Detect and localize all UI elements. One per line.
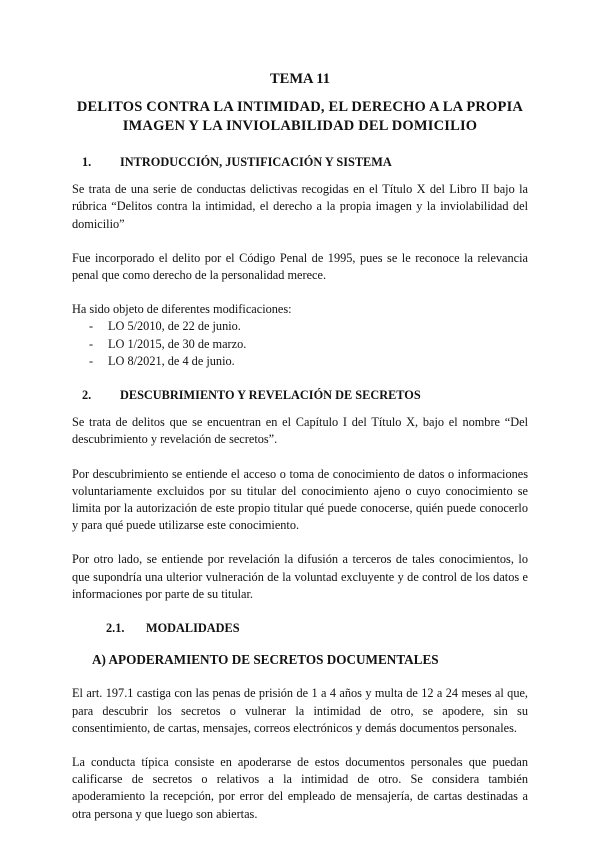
list-marker: - — [89, 336, 94, 351]
subsection-number: 2.1. — [106, 621, 125, 636]
paragraph: El art. 197.1 castiga con las penas de prisión de 1 a 4 años y multa de 12 a 24 meses al que, para descubrir los secretos o vulnerar la intimidad de otro, se apodere, sin su consentimiento, de cartas, mensajes, correos electrónicos y demás documentos personales. — [72, 686, 528, 735]
subsection-title: MODALIDADES — [146, 621, 240, 636]
paragraph: Por descubrimiento se entiende el acceso o toma de conocimiento de datos o informaciones voluntariamente excluidos por su titular del conocimiento ajeno o cuyo conocimiento se limita por la autorización de este propio titular qué puede conocerse, quién puede conocerlo y para qué puede utilizarse este conocimiento. — [72, 466, 528, 533]
paragraph: Por otro lado, se entiende por revelación la difusión a terceros de tales conocimientos, lo que supondría una ulterior vulneración de la voluntad excluyente y de control de los datos e informaciones por parte de su titular. — [72, 552, 528, 601]
paragraph: Se trata de una serie de conductas delictivas recogidas en el Título X del Libro II bajo la rúbrica “Delitos contra la intimidad, el derecho a la propia imagen y la inviolabilidad del domicilio” — [72, 182, 528, 231]
paragraph: Fue incorporado el delito por el Código Penal de 1995, pues se le reconoce la relevancia penal que como derecho de la personalidad merece. — [72, 250, 528, 283]
paragraph: La conducta típica consiste en apoderarse de estos documentos personales que puedan calificarse de secretos o relativos a la intimidad de otro. Se considera también apoderamiento la recepción, por error del empleado de mensajería, de cartas destinadas a otra persona y que luego son abiertas. — [72, 755, 528, 821]
list-item: - LO 8/2021, de 4 de junio. — [72, 353, 528, 370]
section-title: INTRODUCCIÓN, JUSTIFICACIÓN Y SISTEMA — [120, 155, 392, 169]
section-2-heading — [72, 387, 528, 404]
list-item: - LO 1/2015, de 30 de marzo. — [72, 336, 528, 353]
section-number: 1. — [82, 155, 92, 169]
list-marker: - — [89, 319, 94, 334]
list-marker: - — [89, 353, 94, 368]
subheading-a: A) APODERAMIENTO DE SECRETOS DOCUMENTALES — [92, 652, 439, 668]
topic-title: DELITOS CONTRA LA INTIMIDAD, EL DERECHO A LA PROPIA IMAGEN Y LA INVIOLABILIDAD DEL DOMICILIO — [76, 99, 524, 134]
topic-number: TEMA 11 — [269, 71, 331, 87]
paragraph: Se trata de delitos que se encuentran en el Capítulo I del Título X, bajo el nombre “Del descubrimiento y revelación de secretos”. — [72, 415, 528, 447]
section-1-heading — [72, 154, 528, 171]
paragraph: Ha sido objeto de diferentes modificaciones: — [72, 302, 292, 317]
modifications-list — [72, 318, 528, 370]
section-title: DESCUBRIMIENTO Y REVELACIÓN DE SECRETOS — [120, 388, 421, 403]
subsection-2-1-heading — [72, 620, 528, 637]
section-number: 2. — [82, 388, 92, 403]
list-item: - LO 5/2010, de 22 de junio. — [72, 318, 528, 335]
